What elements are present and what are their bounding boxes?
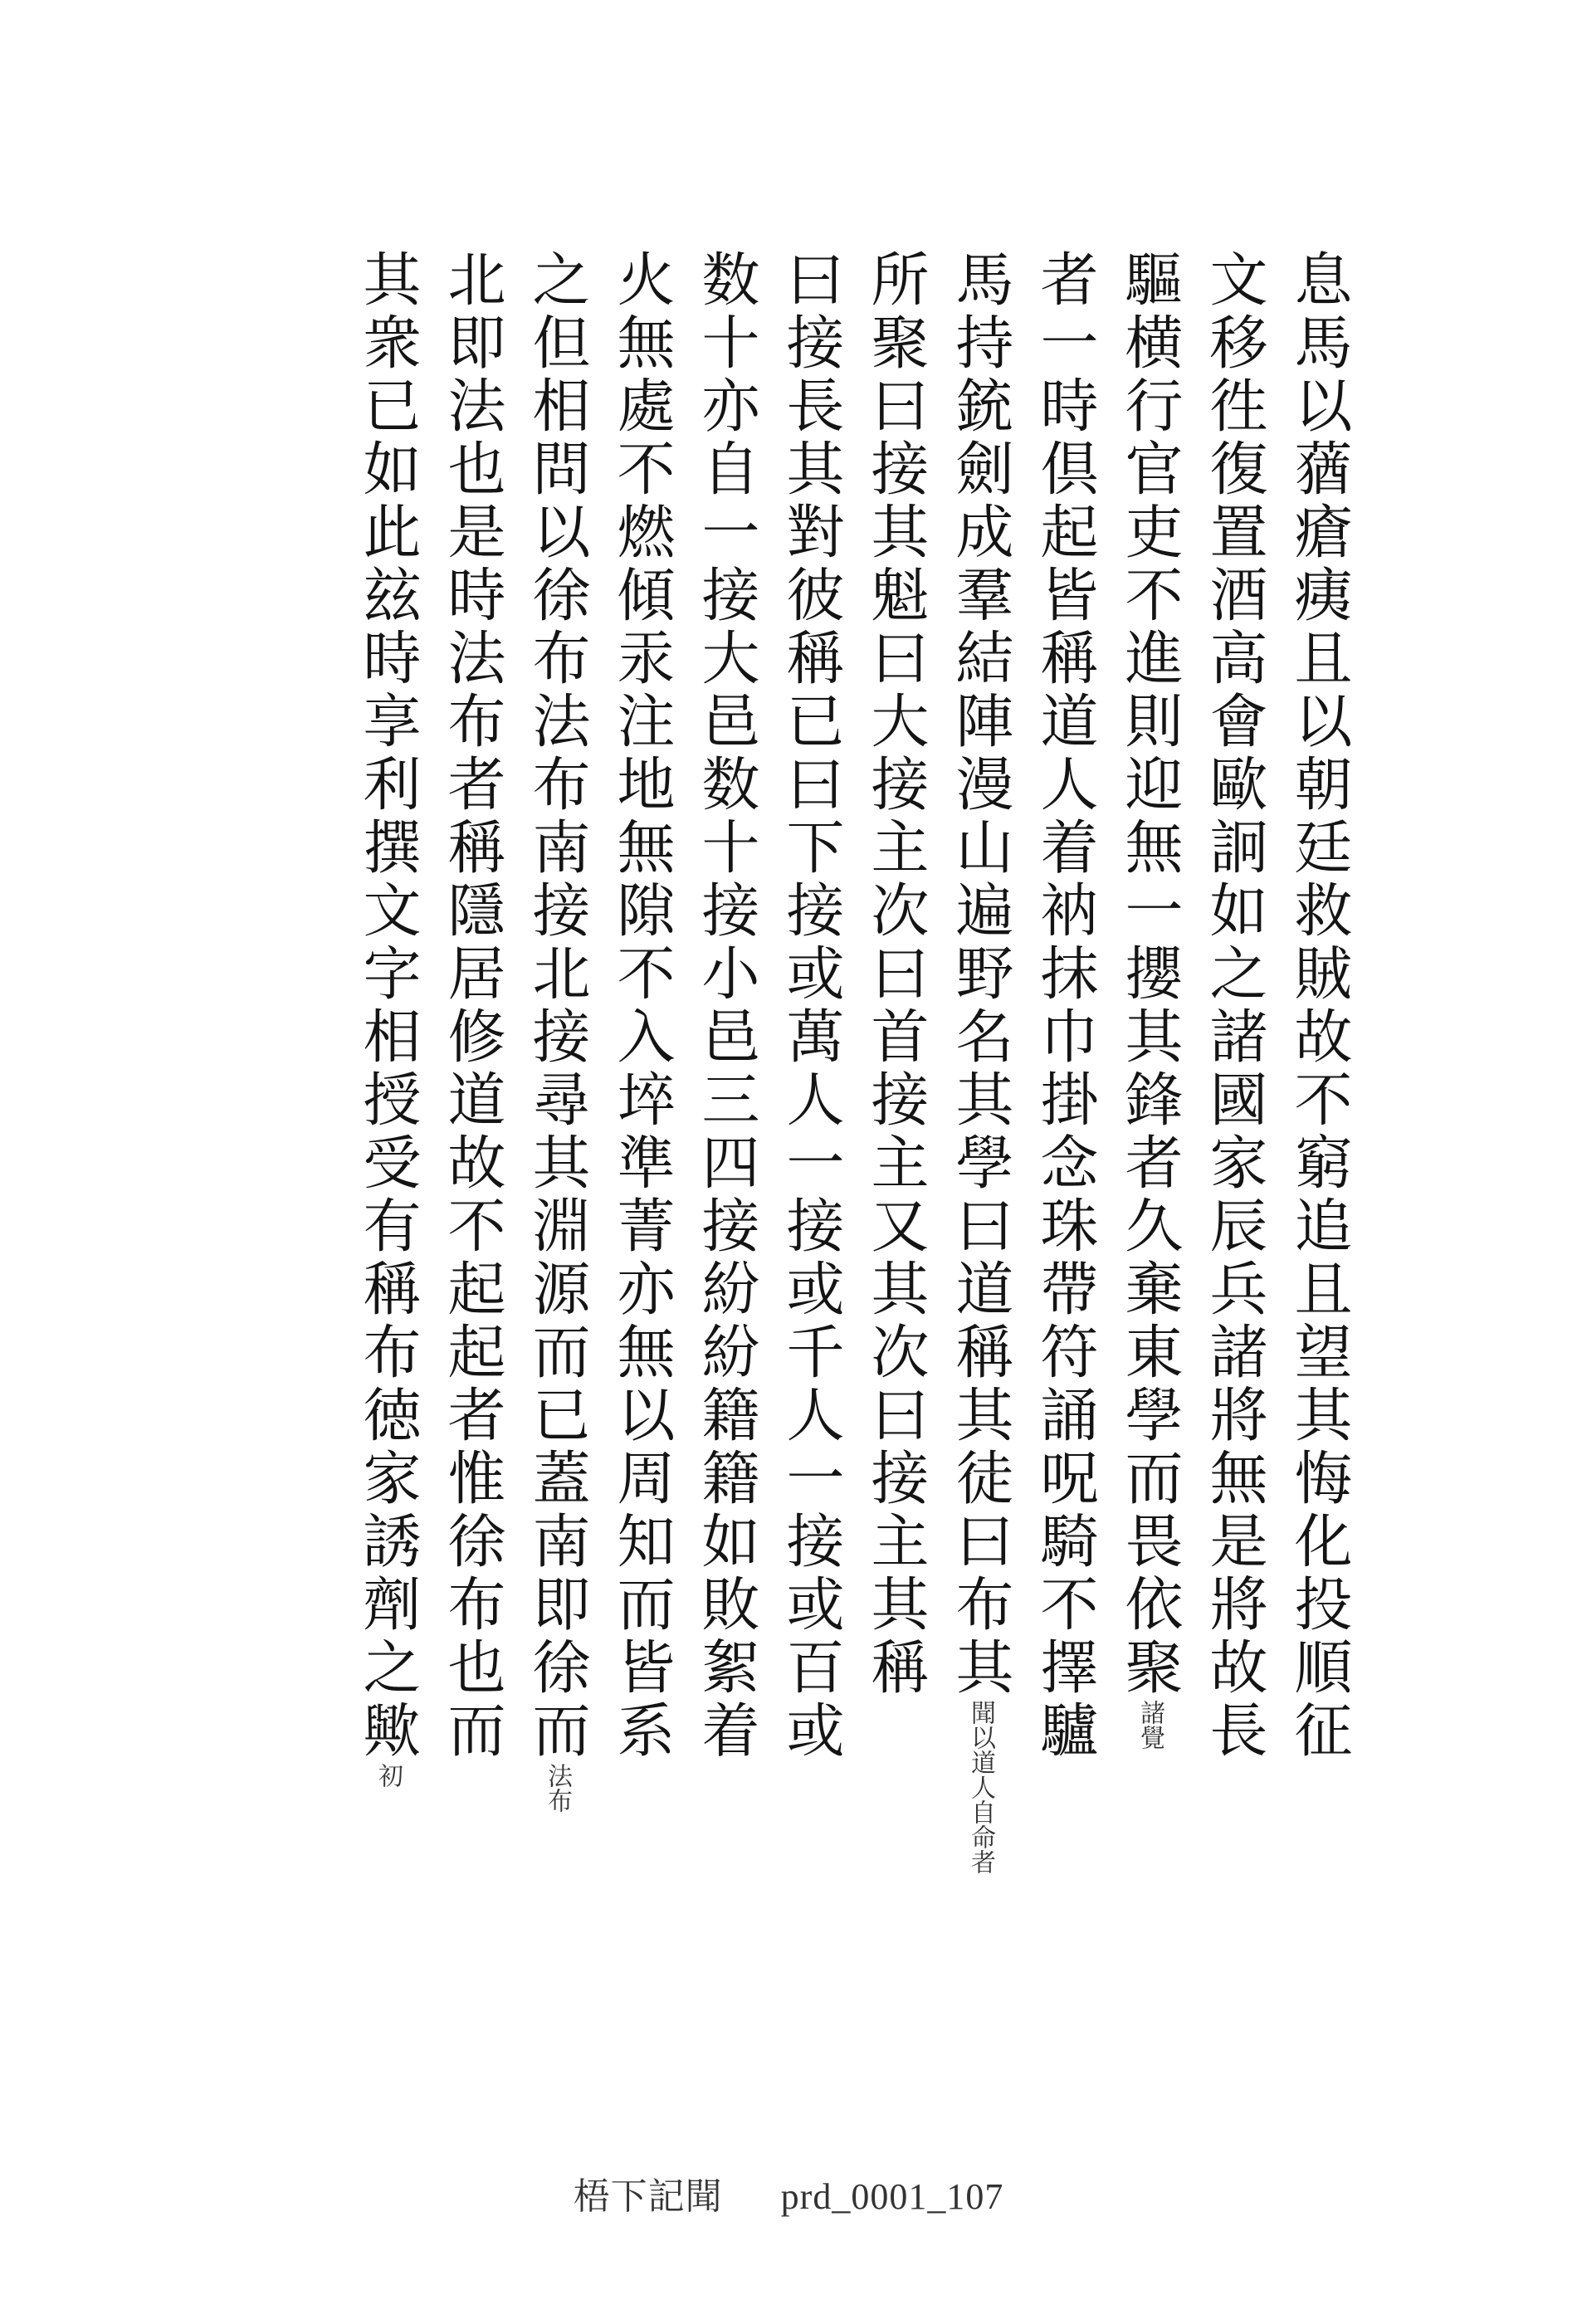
page-footer bbox=[0, 2166, 1577, 2219]
manuscript-column-4: 者一時倶起皆稱道人着衲抹巾掛念珠帶符誦呪騎不擇驢 bbox=[1031, 249, 1099, 1763]
manuscript-text-block bbox=[232, 249, 1361, 1892]
page-code: prd_0001_107 bbox=[780, 2176, 1004, 2217]
manuscript-column-11: 北即法也是時法布者稱隱居修道故不起起者惟徐布也而 bbox=[438, 249, 506, 1763]
interlinear-note-1: 諸覺 bbox=[1135, 1700, 1164, 1750]
manuscript-column-10-text: 之但相問以徐布法布南接北接尋其淵源而已蓋南即徐而 bbox=[523, 249, 591, 1763]
manuscript-column-1: 息馬以蕕瘡痍且以朝廷救賊故不窮追且望其悔化投順征 bbox=[1285, 249, 1353, 1763]
manuscript-column-3 bbox=[1107, 249, 1192, 1892]
manuscript-column-2: 文移徃復置酒高會歐詗如之諸國家辰兵諸將無是將故長 bbox=[1200, 249, 1268, 1763]
interlinear-note-4: 初 bbox=[374, 1763, 403, 1788]
manuscript-column-10 bbox=[515, 249, 599, 1892]
interlinear-note-2: 聞以道人自命者 bbox=[966, 1700, 995, 1874]
manuscript-column-5-text: 馬持銃劍成羣結陣漫山遍野名其學曰道稱其徒曰布其 bbox=[946, 249, 1014, 1700]
interlinear-note-3: 法布 bbox=[543, 1763, 572, 1813]
book-title: 梧下記聞 bbox=[573, 2176, 723, 2217]
manuscript-column-8: 数十亦自一接大邑数十接小邑三四接紛紛籍籍如敗絮着 bbox=[692, 249, 760, 1763]
manuscript-column-9: 火無處不燃傾汞注地無隙不入埣準菁亦無以周知而皆系 bbox=[608, 249, 676, 1763]
manuscript-column-6: 所聚曰接其魁曰大接主次曰首接主又其次曰接主其稱 bbox=[862, 249, 930, 1700]
manuscript-column-7: 曰接長其對彼稱已曰下接或萬人一接或千人一接或百或 bbox=[777, 249, 845, 1763]
manuscript-column-12-text: 其衆已如此玆時享利撰文字相授受有稱布徳家誘劑之歟 bbox=[354, 249, 422, 1763]
manuscript-column-3-text: 驅横行官吏不進則迎無一攖其鋒者久棄東學而畏依聚 bbox=[1116, 249, 1184, 1700]
manuscript-column-12 bbox=[345, 249, 430, 1892]
manuscript-column-5 bbox=[938, 249, 1023, 1892]
